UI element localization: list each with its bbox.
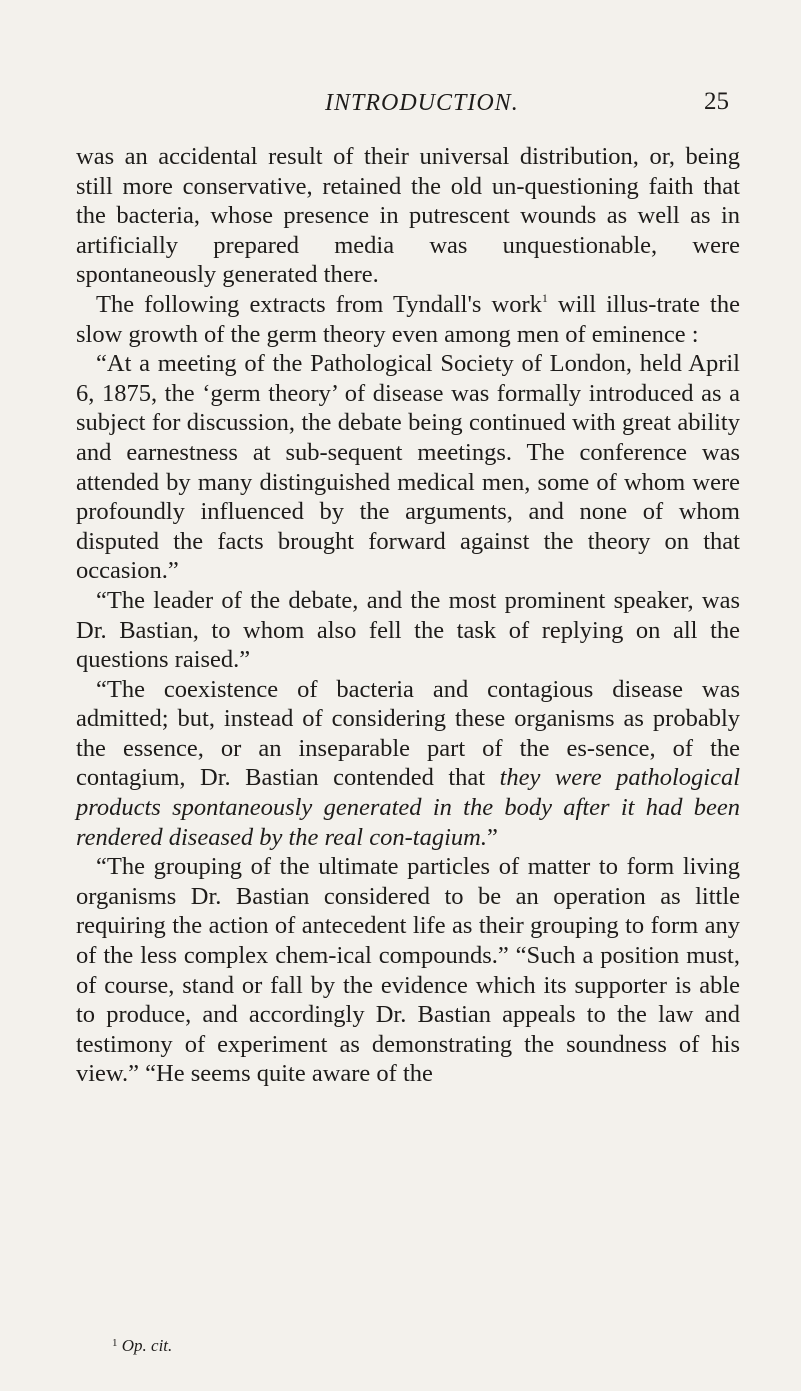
- paragraph: was an accidental result of their universal distribution, or, being still more conservative, retained the old un-questioning faith that the bacteria, whose presence in putrescent wounds as well as in artificially prepared media was unquestionable, were spontaneously generated there.: [76, 143, 740, 289]
- quoted-paragraph: “At a meeting of the Pathological Society of London, held April 6, 1875, the ‘germ theory’ of disease was formally introduced as a subject for discussion, the debate being continued with great ability and earnestness at sub-sequent meetings. The conference was attended by many distinguished medical men, some of whom were profoundly influenced by the arguments, and none of whom disputed the facts brought forward against the theory on that occasion.”: [76, 350, 740, 585]
- running-head: [0, 90, 801, 130]
- page-number: 25: [704, 88, 729, 115]
- paragraph: [76, 290, 740, 349]
- paragraph-text: “The coexistence of bacteria and contagious disease was admitted; but, instead of considering these organisms as probably the essence, or an inseparable part of the es-sence, of the contagium, Dr. Bastian contended that: [76, 675, 740, 792]
- footnote-text: Op. cit.: [117, 1336, 173, 1355]
- footnote: [112, 1336, 172, 1356]
- quoted-paragraph: [76, 675, 740, 853]
- quoted-paragraph: “The grouping of the ultimate particles of matter to form living organisms Dr. Bastian considered to be an operation as little requiring the action of antecedent life as their grouping to form any of the less complex chem-ical compounds.” “Such a position must, of course, stand or fall by the evidence which its supporter is able to produce, and accordingly Dr. Bastian appeals to the law and testimony of experiment as demonstrating the soundness of his view.” “He seems quite aware of the: [76, 853, 740, 1088]
- footnote-marker: 1: [112, 1337, 118, 1349]
- paragraph-text: will illus-trate the slow growth of the germ theory even among men of eminence :: [76, 290, 740, 348]
- quoted-paragraph: “The leader of the debate, and the most prominent speaker, was Dr. Bastian, to whom also fell the task of replying on all the questions raised.”: [76, 586, 740, 674]
- footnote-reference: 1: [541, 290, 548, 305]
- paragraph-text: ”: [486, 823, 498, 851]
- running-title: INTRODUCTION.: [325, 90, 519, 116]
- body-text: [76, 142, 740, 1089]
- paragraph-text: The following extracts from Tyndall's work: [96, 290, 542, 318]
- italic-emphasis: they were pathological products spontaneously generated in the body after it had been rendered diseased by the real con-tagium.: [76, 764, 740, 851]
